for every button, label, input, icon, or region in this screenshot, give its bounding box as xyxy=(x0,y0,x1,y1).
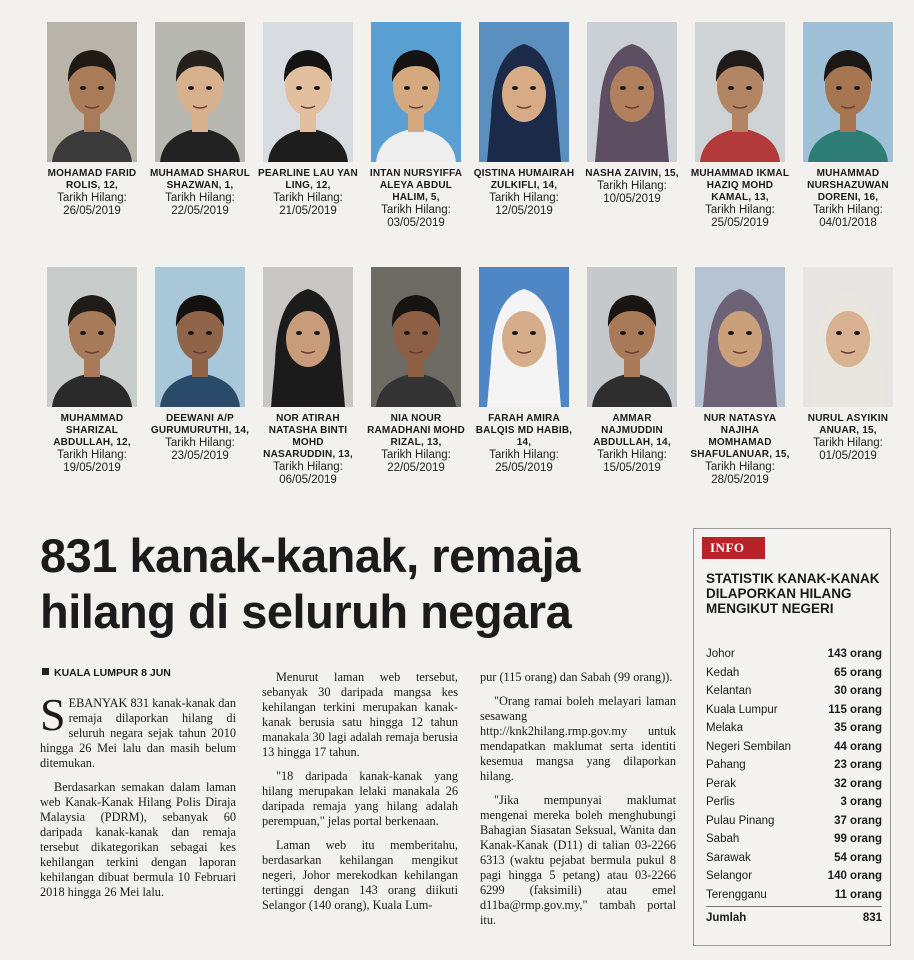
dateline: KUALA LUMPUR 8 JUN xyxy=(42,667,171,679)
state-row xyxy=(706,682,882,701)
state-count: 99 orang xyxy=(834,833,882,845)
state-name: Sarawak xyxy=(706,851,751,864)
state-name: Kelantan xyxy=(706,685,752,697)
missing-date-label: Tarikh Hilang: xyxy=(813,437,883,449)
missing-date-label: Tarikh Hilang: xyxy=(705,461,775,473)
child-name: MUHAMMAD IKMAL HAZIQ MOHD KAMAL, 13, xyxy=(690,168,790,203)
child-card xyxy=(472,22,576,267)
missing-date: 19/05/2019 xyxy=(63,462,121,474)
state-name: Pahang xyxy=(706,759,746,771)
state-row xyxy=(706,645,882,664)
total-value: 831 xyxy=(862,912,882,924)
state-count: 32 orang xyxy=(834,777,882,790)
state-count: 143 orang xyxy=(827,648,882,660)
state-name: Selangor xyxy=(706,870,753,882)
state-name: Melaka xyxy=(706,722,744,734)
state-row xyxy=(706,867,882,886)
missing-date: 26/05/2019 xyxy=(63,205,121,217)
missing-date: 15/05/2019 xyxy=(603,462,661,474)
missing-date: 12/05/2019 xyxy=(495,205,553,217)
missing-date-label: Tarikh Hilang: xyxy=(381,449,451,461)
article-paragraph: "18 daripada kanak-kanak yang hilang merupakan lelaki manakala 26 daripada remaja yang hilang adalah perempuan," jelas portal berkenaan. xyxy=(262,769,458,828)
info-title: STATISTIK KANAK-KANAK DILAPORKAN HILANG MENGIKUT NEGERI xyxy=(706,571,880,616)
state-row xyxy=(706,664,882,683)
missing-date: 23/05/2019 xyxy=(171,450,229,462)
article-paragraph: pur (115 orang) dan Sabah (99 orang)). xyxy=(480,670,673,684)
info-box xyxy=(693,528,891,946)
state-count: 140 orang xyxy=(827,870,882,882)
missing-date: 25/05/2019 xyxy=(495,462,553,474)
child-name: NIA NOUR RAMADHANI MOHD RIZAL, 13, xyxy=(367,413,465,448)
missing-date-label: Tarikh Hilang: xyxy=(381,204,451,216)
child-card xyxy=(580,267,684,512)
missing-date: 28/05/2019 xyxy=(711,474,769,486)
state-count: 23 orang xyxy=(834,759,882,771)
state-name: Terengganu xyxy=(706,888,767,901)
article-column xyxy=(40,689,236,909)
missing-date: 03/05/2019 xyxy=(387,217,445,229)
state-count: 65 orang xyxy=(834,666,882,679)
article-paragraph: "Orang ramai boleh melayari laman sesawang http://knk2hilang.rmp.gov.my untuk mendapatkan maklumat serta identiti kesemua mangsa yang dilaporkan hilang. xyxy=(480,694,676,783)
photo-row xyxy=(40,267,900,512)
child-name: NURUL ASYIKIN ANUAR, 15, xyxy=(807,413,889,436)
state-row xyxy=(706,812,882,831)
child-photo xyxy=(263,267,353,407)
child-photo xyxy=(47,22,137,162)
missing-children-grid xyxy=(40,22,900,512)
article-paragraph: Menurut laman web tersebut, sebanyak 30 daripada mangsa kes kehilangan terkini merupakan kanak-kanak berusia satu hingga 12 tahun manakala 30 lagi adalah remaja berusia 13 hingga 17 tahun. xyxy=(262,670,458,759)
child-card xyxy=(40,267,144,512)
total-label: Jumlah xyxy=(706,912,747,924)
child-card xyxy=(472,267,576,512)
state-name: Perak xyxy=(706,777,737,790)
state-row xyxy=(706,793,882,812)
statistics-table xyxy=(706,645,882,928)
state-name: Kuala Lumpur xyxy=(706,703,778,716)
article-paragraph xyxy=(40,689,236,771)
missing-date: 04/01/2018 xyxy=(819,217,877,229)
state-row xyxy=(706,719,882,738)
missing-date: 10/05/2019 xyxy=(603,193,661,205)
child-name: MUHAMAD SHARUL SHAZWAN, 1, xyxy=(149,168,250,191)
state-count: 115 orang xyxy=(828,703,882,716)
child-name: QISTINA HUMAIRAH ZULKIFLI, 14, xyxy=(473,168,575,191)
child-name: MUHAMMAD NURSHAZUWAN DORENI, 16, xyxy=(807,168,889,203)
child-name: DEEWANI A/P GURUMURUTHI, 14, xyxy=(150,413,250,436)
missing-date: 01/05/2019 xyxy=(819,450,877,462)
missing-date-label: Tarikh Hilang: xyxy=(489,192,559,204)
missing-date: 06/05/2019 xyxy=(279,474,337,486)
missing-date-label: Tarikh Hilang: xyxy=(273,192,343,204)
article-paragraph: Laman web itu memberitahu, berdasarkan kehilangan mengikut negeri, Johor merekodkan kehilangan tertinggi dengan 143 orang diikuti Selangor (140 orang), Kuala Lum- xyxy=(262,838,458,912)
missing-date-label: Tarikh Hilang: xyxy=(57,449,127,461)
paragraph-text: EBANYAK 831 kanak-kanak dan remaja dilaporkan hilang di seluruh negara sejak tahun 2010 hingga 26 Mei lalu dan masih belum ditemukan. xyxy=(40,696,236,770)
child-photo xyxy=(371,267,461,407)
child-photo xyxy=(479,267,569,407)
child-card xyxy=(256,267,360,512)
child-card xyxy=(364,267,468,512)
state-name: Johor xyxy=(706,648,735,660)
missing-date: 22/05/2019 xyxy=(387,462,445,474)
missing-date-label: Tarikh Hilang: xyxy=(165,192,235,204)
info-badge: INFO xyxy=(702,537,765,559)
child-photo xyxy=(263,22,353,162)
child-card xyxy=(688,267,792,512)
state-count: 54 orang xyxy=(834,851,882,864)
child-photo xyxy=(695,267,785,407)
child-photo xyxy=(155,267,245,407)
article-paragraph: "Jika mempunyai maklumat mengenai mereka boleh menghubungi Bahagian Siasatan Seksual, Wanita dan Kanak-Kanak (D11) di talian 03-2266 6313 (waktu pejabat bermula pukul 8 pagi hingga 5 petang) atau 03-2266 6299 (faksimili) atau emel d11ba@rmp.gov.my," tambah portal itu. xyxy=(480,793,676,927)
child-photo xyxy=(695,22,785,162)
child-card xyxy=(148,267,252,512)
child-name: NOR ATIRAH NATASHA BINTI MOHD NASARUDDIN, 13, xyxy=(263,413,353,460)
state-name: Pulau Pinang xyxy=(706,814,775,827)
child-photo xyxy=(803,267,893,407)
missing-date: 22/05/2019 xyxy=(171,205,229,217)
child-card xyxy=(40,22,144,267)
child-card xyxy=(796,22,900,267)
missing-date-label: Tarikh Hilang: xyxy=(813,204,883,216)
state-count: 44 orang xyxy=(834,740,882,753)
state-count: 37 orang xyxy=(834,814,882,827)
missing-date-label: Tarikh Hilang: xyxy=(57,192,127,204)
child-name: NASHA ZAIVIN, 15, xyxy=(585,168,679,179)
drop-cap: S xyxy=(40,689,66,740)
child-name: PEARLINE LAU YAN LING, 12, xyxy=(258,168,358,191)
state-count: 11 orang xyxy=(834,888,882,901)
child-card xyxy=(256,22,360,267)
missing-date-label: Tarikh Hilang: xyxy=(705,204,775,216)
article-column xyxy=(480,670,676,937)
article-column xyxy=(262,670,458,922)
child-photo xyxy=(155,22,245,162)
total-row xyxy=(706,906,882,928)
child-name: INTAN NURSYIFFA ALEYA ABDUL HALIM, 5, xyxy=(369,168,463,203)
child-photo xyxy=(803,22,893,162)
child-photo xyxy=(47,267,137,407)
child-card xyxy=(364,22,468,267)
state-row xyxy=(706,756,882,775)
headline xyxy=(40,528,680,640)
child-name: NUR NATASYA NAJIHA MOMHAMAD SHAFULANUAR, 15, xyxy=(690,413,790,460)
state-count: 30 orang xyxy=(834,685,882,697)
state-name: Negeri Sembilan xyxy=(706,740,792,753)
missing-date: 21/05/2019 xyxy=(279,205,337,217)
state-row xyxy=(706,701,882,720)
missing-date-label: Tarikh Hilang: xyxy=(489,449,559,461)
state-row xyxy=(706,775,882,794)
state-row xyxy=(706,830,882,849)
article-paragraph: Berdasarkan semakan dalam laman web Kanak-Kanak Hilang Polis Diraja Malaysia (PDRM), sebanyak 60 daripada kanak-kanak dan remaja tersebut dikategorikan sebagai kes kehilangan terkini dengan laporan kehilangan dibuat bermula 10 Februari 2018 hingga 26 Mei lalu. xyxy=(40,780,236,899)
state-row xyxy=(706,849,882,868)
child-card xyxy=(148,22,252,267)
state-row xyxy=(706,886,882,905)
child-name: MOHAMAD FARID ROLIS, 12, xyxy=(47,168,137,191)
state-name: Sabah xyxy=(706,833,740,845)
headline-line: hilang di seluruh negara xyxy=(40,585,572,638)
missing-date-label: Tarikh Hilang: xyxy=(597,180,667,192)
state-name: Kedah xyxy=(706,666,740,679)
child-photo xyxy=(479,22,569,162)
missing-date-label: Tarikh Hilang: xyxy=(597,449,667,461)
child-card xyxy=(580,22,684,267)
child-card xyxy=(796,267,900,512)
child-photo xyxy=(587,22,677,162)
missing-date: 25/05/2019 xyxy=(711,217,769,229)
child-card xyxy=(688,22,792,267)
state-name: Perlis xyxy=(706,796,735,808)
child-name: MUHAMMAD SHARIZAL ABDULLAH, 12, xyxy=(53,413,131,448)
headline-line: 831 kanak-kanak, remaja xyxy=(40,529,580,582)
child-name: FARAH AMIRA BALQIS MD HABIB, 14, xyxy=(475,413,573,448)
photo-row xyxy=(40,22,900,267)
state-count: 35 orang xyxy=(834,722,882,734)
child-name: AMMAR NAJMUDDIN ABDULLAH, 14, xyxy=(593,413,671,448)
state-count: 3 orang xyxy=(840,796,882,808)
child-photo xyxy=(587,267,677,407)
child-photo xyxy=(371,22,461,162)
missing-date-label: Tarikh Hilang: xyxy=(165,437,235,449)
missing-date-label: Tarikh Hilang: xyxy=(273,461,343,473)
state-row xyxy=(706,738,882,757)
